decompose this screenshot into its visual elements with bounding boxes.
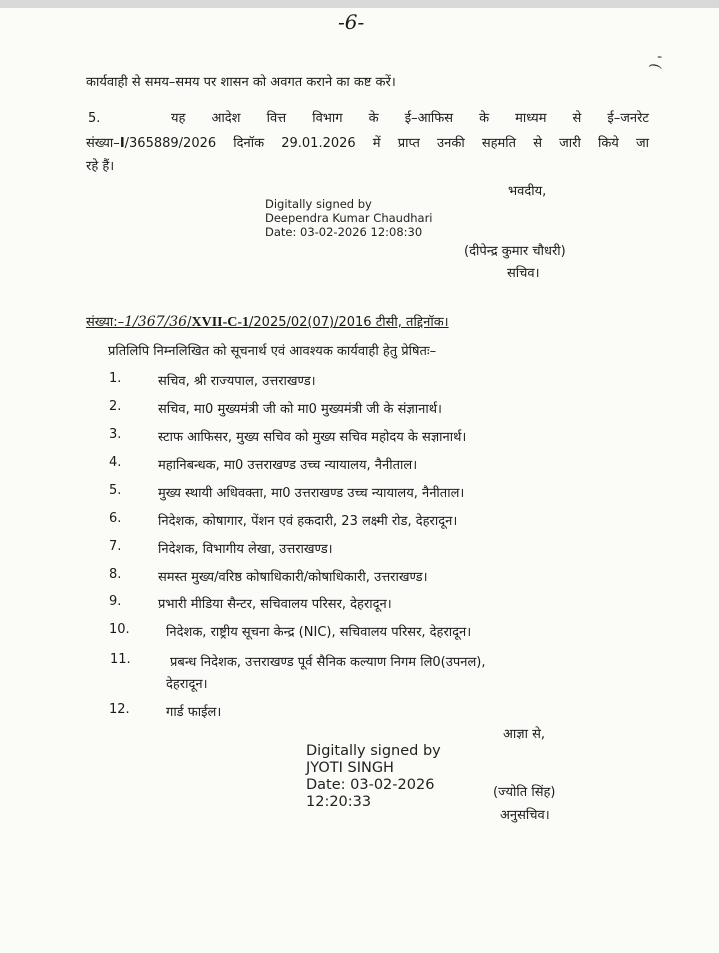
paragraph-5-line2-bold: I [119, 136, 125, 151]
list-item-text: गार्ड फाईल। [166, 705, 222, 720]
list-item-number: 10. [109, 622, 130, 637]
list-item-text: निदेशक, विभागीय लेखा, उत्तराखण्ड। [158, 542, 333, 557]
list-item-text: प्रबन्ध निदेशक, उत्तराखण्ड पूर्व सैनिक कल्याण निगम लि0(उपनल), [170, 655, 486, 670]
reference-number [86, 313, 449, 332]
list-item-text-continued: देहरादून। [166, 677, 208, 692]
copy-intro: प्रतिलिपि निम्नलिखित को सूचनार्थ एवं आवश्यक कार्यवाही हेतु प्रेषितः– [108, 344, 437, 359]
list-item-number: 7. [109, 539, 122, 554]
paragraph-continuation: कार्यवाही से समय–समय पर शासन को अवगत कराने का कष्ट करें। [86, 75, 396, 90]
list-item-number: 9. [109, 594, 122, 609]
paragraph-5-line1: यह आदेश वित्त विभाग के ई–आफिस के माध्यम से ई–जनरेट [171, 111, 649, 126]
list-item-text: निदेशक, कोषागार, पेंशन एवं हकदारी, 23 लक्ष्मी रोड, देहरादून। [158, 514, 458, 529]
list-item-number: 3. [109, 427, 122, 442]
digital-signature-1-line2: Deependra Kumar Chaudhari [265, 211, 433, 225]
list-item-number: 8. [109, 567, 122, 582]
list-item-number: 2. [109, 399, 122, 414]
list-item-text: सचिव, श्री राज्यपाल, उत्तराखण्ड। [158, 374, 316, 389]
reference-prefix: संख्या:– [86, 315, 125, 330]
digital-signature-2-line3: Date: 03-02-2026 [306, 777, 435, 793]
reference-slash: / [187, 315, 192, 330]
margin-mark: ' ( [646, 55, 663, 69]
paragraph-5-line2-prefix: संख्या– [86, 136, 120, 151]
reference-rest: /2025/02(07)/2016 टीसी, तद्दिनॉक। [249, 315, 449, 330]
digital-signature-1 [265, 197, 433, 239]
list-item-number: 5. [109, 483, 122, 498]
list-item-number: 1. [109, 371, 122, 386]
list-item-text: महानिबन्धक, मा0 उत्तराखण्ड उच्च न्यायालय, नैनीताल। [158, 458, 418, 473]
list-item-text: मुख्य स्थायी अधिवक्ता, मा0 उत्तराखण्ड उच्च न्यायालय, नैनीताल। [158, 486, 465, 501]
digital-signature-2-line1: Digitally signed by [306, 743, 441, 759]
paragraph-5-line2 [86, 135, 649, 153]
list-item-number: 12. [109, 702, 130, 717]
list-item-text: समस्त मुख्य/वरिष्ठ कोषाधिकारी/कोषाधिकारी, उत्तराखण्ड। [158, 570, 428, 585]
list-item-text: प्रभारी मीडिया सैन्टर, सचिवालय परिसर, देहरादून। [158, 597, 392, 612]
digital-signature-2-line2: JYOTI SINGH [306, 760, 394, 776]
digital-signature-1-line3: Date: 03-02-2026 12:08:30 [265, 225, 423, 239]
list-item-text: सचिव, मा0 मुख्यमंत्री जी को मा0 मुख्यमंत्री जी के संज्ञानार्थ। [158, 402, 442, 417]
list-item-number: 4. [109, 455, 122, 470]
reference-handwritten: 1/367/36 [124, 314, 188, 330]
signatory-2-name: (ज्योति सिंह) [493, 785, 556, 800]
paragraph-5-number: 5. [88, 111, 101, 126]
digital-signature-2 [306, 743, 441, 811]
closing-salutation: भवदीय, [508, 184, 547, 199]
digital-signature-2-line4: 12:20:33 [306, 794, 372, 810]
reference-department: XVII-C-1 [191, 315, 250, 330]
paragraph-5-line2-rest: /365889/2026 दिनॉक 29.01.2026 में प्राप्त उनकी सहमति से जारी किये जा [124, 136, 649, 151]
page-number: -6- [338, 10, 365, 34]
document-page [0, 8, 719, 953]
digital-signature-1-line1: Digitally signed by [265, 197, 372, 211]
signatory-1-name: (दीपेन्द्र कुमार चौधरी) [464, 244, 566, 259]
paragraph-5-line3: रहे हैं। [86, 159, 115, 174]
list-item-text: निदेशक, राष्ट्रीय सूचना केन्द्र (NIC), सचिवालय परिसर, देहरादून। [166, 625, 472, 640]
closing-by-order: आज्ञा से, [503, 727, 546, 742]
signatory-2-designation: अनुसचिव। [500, 808, 550, 823]
signatory-1-designation: सचिव। [507, 266, 540, 281]
list-item-number: 11. [110, 652, 131, 667]
list-item-text: स्टाफ आफिसर, मुख्य सचिव को मुख्य सचिव महोदय के सज्ञानार्थ। [158, 430, 467, 445]
list-item-number: 6. [109, 511, 122, 526]
